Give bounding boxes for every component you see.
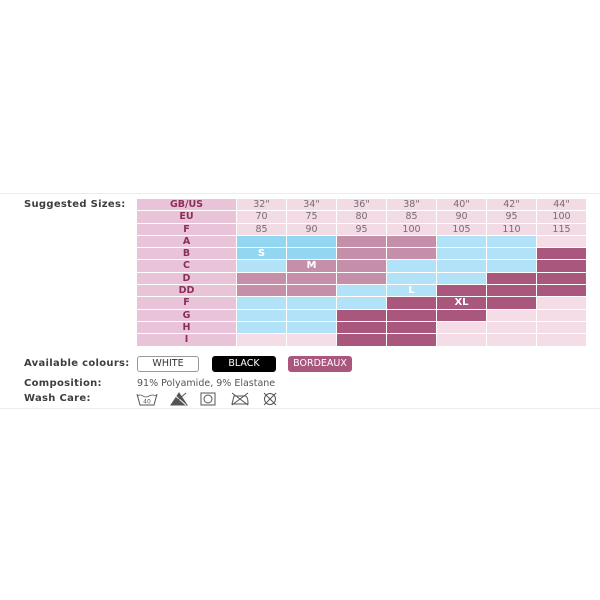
header-cell: 105 (437, 224, 487, 236)
cup-size-label: I (137, 334, 237, 346)
size-cell (237, 297, 287, 309)
size-cell (237, 310, 287, 322)
header-cell: 80 (337, 211, 387, 223)
size-cell (337, 260, 387, 272)
size-cell (237, 334, 287, 346)
size-cell (237, 248, 287, 260)
size-cell (337, 236, 387, 248)
product-info-panel (0, 193, 600, 409)
size-cell (487, 260, 537, 272)
size-cell (287, 310, 337, 322)
size-cell (487, 273, 537, 285)
size-cell (287, 260, 337, 272)
size-cell (537, 310, 587, 322)
cup-size-label: G (137, 310, 237, 322)
size-cell (337, 297, 387, 309)
size-cell (237, 273, 287, 285)
size-cell (437, 285, 487, 297)
size-cell (387, 236, 437, 248)
header-cell: 38" (387, 199, 437, 211)
size-cell (537, 248, 587, 260)
size-cell (487, 248, 537, 260)
size-cell (537, 322, 587, 334)
size-cell (487, 297, 537, 309)
composition-value: 91% Polyamide, 9% Elastane (137, 378, 276, 389)
header-cell: 100 (537, 211, 587, 223)
header-cell: 40" (437, 199, 487, 211)
header-cell: 32" (237, 199, 287, 211)
size-cell (337, 322, 387, 334)
header-cell: 70 (237, 211, 287, 223)
size-cell (537, 273, 587, 285)
size-cell (287, 285, 337, 297)
size-cell (287, 273, 337, 285)
size-label: S (257, 248, 266, 260)
size-cell (337, 285, 387, 297)
cup-size-label: C (137, 260, 237, 272)
size-cell (437, 334, 487, 346)
size-cell (387, 310, 437, 322)
size-chart (137, 199, 587, 359)
size-cell (437, 248, 487, 260)
size-cell (387, 273, 437, 285)
no-tumble-dry-icon (200, 392, 216, 406)
header-cell: 115 (537, 224, 587, 236)
size-cell (287, 322, 337, 334)
size-cell (337, 334, 387, 346)
no-dry-clean-icon (262, 392, 278, 406)
header-cell: 44" (537, 199, 587, 211)
header-row-label: F (137, 224, 237, 236)
size-label: L (408, 285, 415, 297)
cup-size-label: D (137, 273, 237, 285)
size-cell (437, 322, 487, 334)
cup-size-label: A (137, 236, 237, 248)
header-cell: 90 (437, 211, 487, 223)
size-cell (537, 297, 587, 309)
composition-label: Composition: (24, 378, 102, 389)
size-cell (237, 285, 287, 297)
size-cell (537, 285, 587, 297)
size-cell (287, 334, 337, 346)
available-colours-label: Available colours: (24, 358, 130, 369)
size-cell (287, 236, 337, 248)
header-row-label: EU (137, 211, 237, 223)
header-row-label: GB/US (137, 199, 237, 211)
size-cell (387, 334, 437, 346)
colour-option-black[interactable]: BLACK (212, 356, 276, 372)
wash-40-icon (136, 392, 158, 406)
size-cell (337, 248, 387, 260)
no-iron-icon (230, 392, 250, 406)
header-cell: 95 (487, 211, 537, 223)
size-cell (287, 248, 337, 260)
header-cell: 110 (487, 224, 537, 236)
size-label: M (306, 260, 317, 272)
size-cell (387, 322, 437, 334)
size-cell (537, 260, 587, 272)
wash-care-label: Wash Care: (24, 393, 91, 404)
size-cell (537, 334, 587, 346)
size-cell (487, 334, 537, 346)
cup-size-label: B (137, 248, 237, 260)
header-cell: 75 (287, 211, 337, 223)
size-cell (437, 310, 487, 322)
header-cell: 100 (387, 224, 437, 236)
size-cell (487, 310, 537, 322)
size-cell (437, 297, 487, 309)
size-cell (387, 297, 437, 309)
header-cell: 85 (237, 224, 287, 236)
svg-text:40: 40 (143, 398, 151, 406)
size-cell (337, 273, 387, 285)
header-cell: 42" (487, 199, 537, 211)
colour-option-white[interactable]: WHITE (137, 356, 199, 372)
header-cell: 34" (287, 199, 337, 211)
header-cell: 90 (287, 224, 337, 236)
size-cell (437, 273, 487, 285)
size-label: XL (454, 297, 469, 309)
header-cell: 85 (387, 211, 437, 223)
size-cell (487, 285, 537, 297)
size-cell (287, 297, 337, 309)
size-cell (487, 322, 537, 334)
size-cell (237, 260, 287, 272)
size-cell (237, 322, 287, 334)
size-cell (487, 236, 537, 248)
size-cell (387, 285, 437, 297)
size-cell (437, 260, 487, 272)
suggested-sizes-label: Suggested Sizes: (24, 199, 126, 210)
size-cell (387, 248, 437, 260)
cup-size-label: H (137, 322, 237, 334)
cup-size-label: DD (137, 285, 237, 297)
no-bleach-icon (170, 392, 188, 406)
header-cell: 36" (337, 199, 387, 211)
size-cell (387, 260, 437, 272)
header-cell: 95 (337, 224, 387, 236)
colour-option-bordeaux[interactable]: BORDEAUX (288, 356, 352, 372)
cup-size-label: F (137, 297, 237, 309)
size-cell (537, 236, 587, 248)
size-cell (337, 310, 387, 322)
size-cell (237, 236, 287, 248)
size-cell (437, 236, 487, 248)
